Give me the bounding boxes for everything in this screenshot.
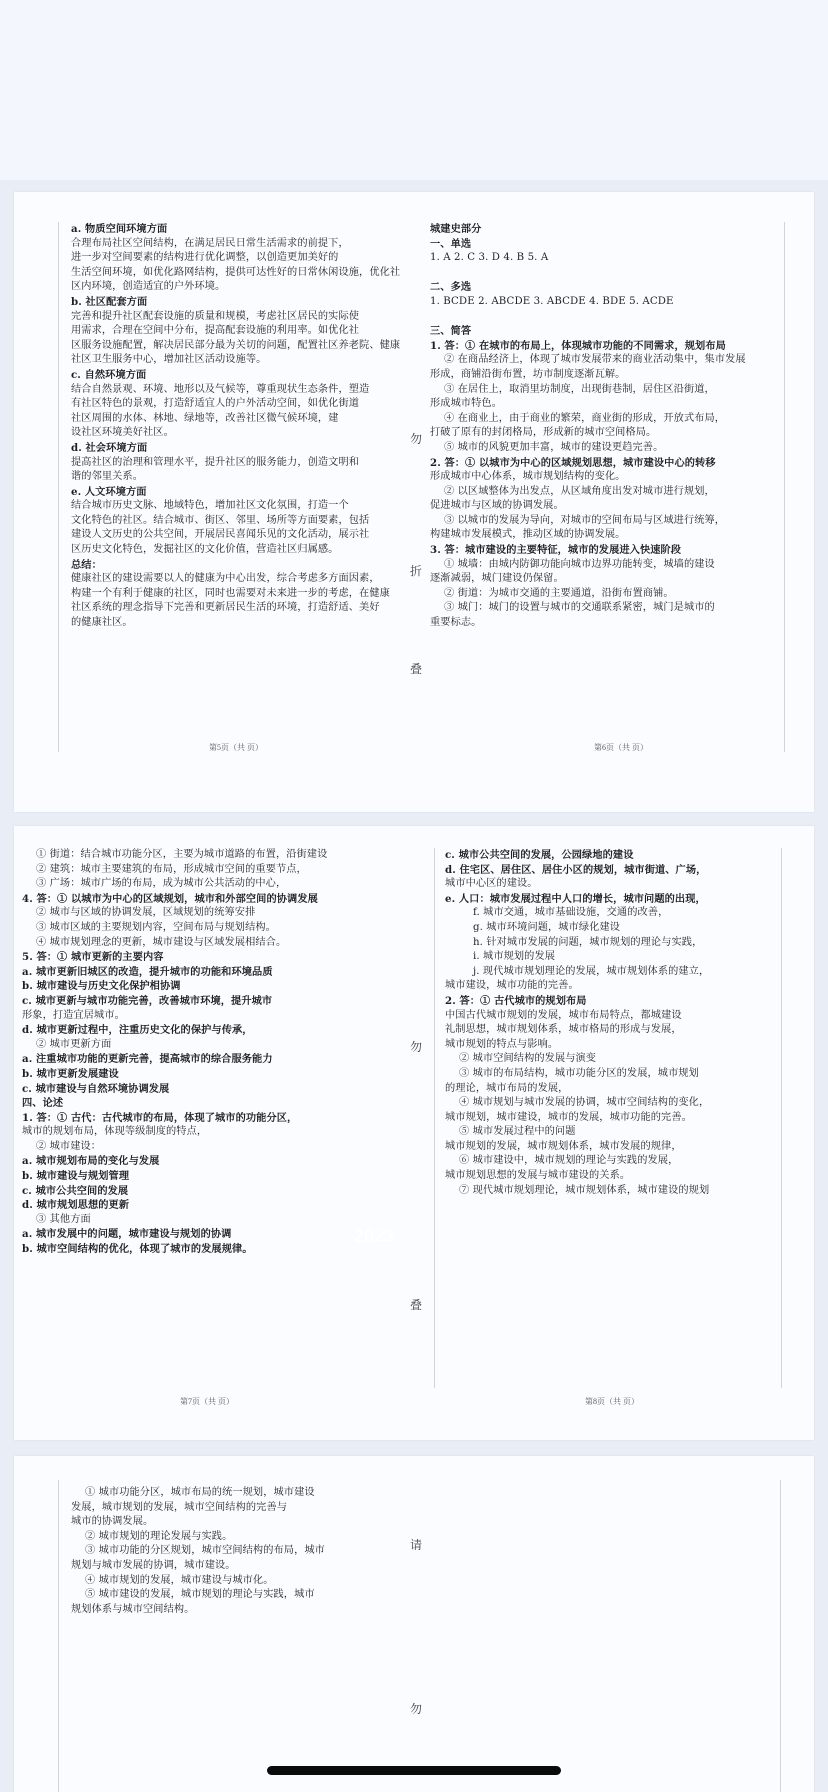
home-indicator[interactable] (267, 1766, 561, 1775)
text-line: 城市建设，城市功能的完善。 (445, 980, 579, 992)
text-line: a. 城市规划布局的变化与发展 (22, 1155, 160, 1168)
text-line: 1. 答：① 古代：古代城市的布局，体现了城市的功能分区， (22, 1111, 298, 1124)
text-line: 城市规划思想的发展与城市建设的关系。 (445, 1170, 631, 1182)
text-line: 进一步对空间要素的结构进行优化调整，以创造更加美好的 (71, 252, 339, 264)
text-line: 1. BCDE 2. ABCDE 3. ABCDE 4. BDE 5. ACDE (430, 295, 674, 307)
text-line: 健康社区的建设需要以人的健康为中心出发，综合考虑多方面因素， (71, 573, 380, 585)
text-line: 区历史文化特色，发掘社区的文化价值，营造社区归属感。 (71, 544, 339, 556)
text-line: 社区系统的理念指导下完善和更新居民生活的环境，打造舒适、美好 (71, 602, 380, 614)
text-line: d. 社会环境方面 (71, 441, 148, 454)
text-line: ⑥ 城市建设中，城市规划的理论与实践的发展， (459, 1155, 679, 1167)
text-line: ③ 城门：城门的设置与城市的交通联系紧密，城门是城市的 (444, 602, 715, 614)
text-line: 构建一个有利于健康的社区，同时也需要对未来进一步的考虑，在健康 (71, 587, 390, 599)
text-line: g. 城市环境问题，城市绿化建设 (473, 921, 621, 933)
text-line: ③ 城市的布局结构，城市功能分区的发展，城市规划 (459, 1067, 699, 1079)
scan-sheet-1 (14, 192, 814, 812)
margin-char: 叠 (410, 662, 423, 676)
text-line: ② 在商品经济上，体现了城市发展带来的商业活动集中，集市发展 (444, 354, 746, 366)
margin-char: 叠 (410, 1298, 423, 1312)
text-line: 2. 答：① 以城市为中心的区域规划思想，城市建设中心的转移 (430, 456, 716, 469)
text-line: c. 城市公共空间的发展，公园绿地的建设 (445, 849, 634, 861)
text-line: ③ 城市区域的主要规划内容，空间布局与规划结构。 (36, 921, 276, 933)
text-line: ① 街道：结合城市功能分区，主要为城市道路的布置，沿街建设 (36, 849, 328, 860)
text-line: 一、单选 (430, 237, 472, 250)
text-line: j. 现代城市规划理论的发展，城市规划体系的建立， (473, 965, 710, 977)
text-line: ⑤ 城市的风貌更加丰富，城市的建设更趋完善。 (444, 441, 664, 453)
page-6 (424, 222, 785, 752)
text-line: c. 城市公共空间的发展 (22, 1184, 129, 1197)
blank-top-area (0, 0, 828, 180)
text-line: ③ 其他方面 (36, 1213, 91, 1225)
text-line: 规划与城市发展的协调，城市建设。 (71, 1559, 236, 1571)
text-line: d. 城市更新过程中，注重历史文化的保护与传承， (22, 1024, 253, 1037)
text-line: ① 城墙：由城内防御功能向城市边界功能转变，城墙的建设 (444, 558, 715, 570)
text-line: b. 城市更新发展建设 (22, 1067, 119, 1080)
text-line: ② 以区域整体为出发点，从区域角度出发对城市进行规划， (444, 485, 715, 497)
text-line: 社区卫生服务中心，增加社区活动设施等。 (71, 354, 267, 366)
text-line: 1. A 2. C 3. D 4. B 5. A (430, 252, 549, 264)
text-line: a. 物质空间环境方面 (71, 223, 168, 235)
text-line: ① 城市功能分区，城市布局的统一规划，城市建设 (85, 1487, 315, 1498)
text-line: 构建城市发展模式，推动区域的协调发展。 (430, 529, 626, 541)
page-7-footer: 第7页（共 页） (180, 1397, 234, 1406)
text-line: d. 住宅区、居住区、居住小区的规划，城市街道、广场， (445, 863, 707, 876)
text-line: 生活空间环境，如优化路网结构，提供可达性好的日常休闲设施，优化社 (71, 266, 401, 278)
text-line: c. 城市更新与城市功能完善，改善城市环境，提升城市 (22, 994, 273, 1007)
text-line: 城市中心区的建设。 (445, 878, 538, 890)
text-line: i. 城市规划的发展 (473, 951, 556, 963)
text-line: a. 注重城市功能的更新完善，提高城市的综合服务能力 (22, 1053, 273, 1066)
text-line: 设社区环境美好社区。 (71, 427, 174, 439)
text-line: 合理布局社区空间结构，在满足居民日常生活需求的前提下， (71, 237, 349, 249)
margin-char: 勿 (410, 432, 423, 446)
text-line: 结合城市历史文脉、地域特色，增加社区文化氛围，打造一个 (71, 500, 349, 512)
text-line: 区内环境，创造适宜的户外环境。 (71, 281, 226, 293)
text-line: 城市规划，城市建设，城市的发展，城市功能的完善。 (445, 1111, 692, 1123)
text-line: ② 城市空间结构的发展与演变 (459, 1053, 597, 1065)
text-line: 总结： (71, 558, 102, 571)
text-line: 2. 答：① 古代城市的规划布局 (445, 994, 587, 1007)
text-line: ③ 以城市的发展为导向，对城市的空间布局与区域进行统筹， (444, 514, 726, 526)
text-line: 发展，城市规划的发展，城市空间结构的完善与 (71, 1501, 288, 1513)
text-line: 1. 答：① 在城市的布局上，体现城市功能的不同需求，规划布局 (430, 339, 726, 352)
text-line: 三、简答 (430, 325, 472, 338)
page-9-text (71, 1486, 401, 1617)
text-line: 有社区特色的景观，打造舒适宜人的户外活动空间，如优化街道 (71, 398, 360, 410)
text-line: 中国古代城市规划的发展，城市布局特点，都城建设 (445, 1009, 682, 1021)
text-line: ② 城市建设： (36, 1140, 102, 1152)
text-line: e. 人文环境方面 (71, 485, 147, 498)
text-line: 形成城市中心体系，城市规划结构的变化。 (430, 471, 626, 483)
margin-char: 折 (410, 564, 423, 578)
page-8-text (445, 848, 775, 1198)
text-line: 完善和提升社区配套设施的质量和规模，考虑社区居民的实际使 (71, 310, 360, 322)
text-line: 形象，打造宜居城市。 (22, 1009, 125, 1021)
margin-char: 请 (410, 1538, 423, 1552)
text-line: ④ 城市规划的发展，城市建设与城市化。 (85, 1574, 274, 1586)
margin-char: 勿 (410, 1040, 423, 1054)
text-line: a. 城市发展中的问题，城市建设与规划的协调 (22, 1228, 232, 1241)
text-line: 逐渐减弱，城门建设仍保留。 (430, 573, 564, 585)
text-line: ③ 城市功能的分区规划，城市空间结构的布局，城市 (85, 1545, 325, 1557)
text-line: 城市的协调发展。 (71, 1516, 154, 1528)
text-line (430, 266, 780, 281)
text-line: f. 城市交通，城市基础设施，交通的改善， (473, 907, 669, 919)
text-line: ④ 在商业上，由于商业的繁荣，商业街的形成，开放式布局， (444, 412, 726, 424)
text-line: ② 城市规划的理论发展与实践。 (85, 1530, 233, 1542)
page-8 (434, 848, 782, 1406)
text-line: 形成，商铺沿街布置，坊市制度逐渐瓦解。 (430, 368, 626, 380)
text-line: 3. 答：城市建设的主要特征，城市的发展进入快速阶段 (430, 544, 682, 557)
text-line: 四、论述 (22, 1097, 64, 1110)
text-line: 区服务设施配置，解决居民部分最为关切的问题，配置社区养老院、健康 (71, 339, 401, 351)
page-5-footer: 第5页（共 页） (209, 743, 263, 752)
text-line: 形成城市特色。 (430, 398, 503, 410)
text-line: ⑤ 城市发展过程中的问题 (459, 1126, 576, 1138)
page-7-text (22, 848, 406, 1257)
page-8-footer: 第8页（共 页） (585, 1397, 639, 1406)
text-line: ④ 城市规划理念的更新，城市建设与区域发展相结合。 (36, 936, 287, 948)
scan-sheet-3 (14, 1456, 814, 1792)
page-5-text (71, 222, 401, 631)
text-line: 5. 答：① 城市更新的主要内容 (22, 951, 164, 964)
text-line (430, 310, 780, 325)
text-line: 社区周围的水体、林地、绿地等，改善社区微气候环境，建 (71, 412, 339, 424)
text-line: ⑦ 现代城市规划理论，城市规划体系，城市建设的规划 (459, 1184, 710, 1196)
text-line: d. 城市规划思想的更新 (22, 1199, 130, 1212)
text-line: h. 针对城市发展的问题，城市规划的理论与实践， (473, 936, 703, 948)
text-line: 打破了原有的封闭格局，形成新的城市空间格局。 (430, 427, 657, 439)
text-line: b. 城市建设与历史文化保护相协调 (22, 980, 181, 993)
text-line: 城市规划的发展，城市规划体系，城市发展的规律， (445, 1140, 682, 1152)
text-line: ② 街道：为城市交通的主要通道，沿街布置商铺。 (444, 587, 674, 599)
text-line: 二、多选 (430, 281, 472, 294)
text-line: 的健康社区。 (71, 617, 133, 629)
text-line: ② 城市与区域的协调发展，区域规划的统筹安排 (36, 907, 256, 919)
text-line: ③ 在居住上，取消里坊制度，出现街巷制，居住区沿街道， (444, 383, 715, 395)
text-line: 城市的规划布局，体现等级制度的特点， (22, 1126, 208, 1138)
text-line: a. 城市更新旧城区的改造，提升城市的功能和环境品质 (22, 965, 273, 978)
text-line: ③ 广场：城市广场的布局，成为城市公共活动的中心， (36, 878, 287, 890)
text-line: ② 城市更新方面 (36, 1038, 112, 1050)
margin-char: 勿 (410, 1702, 423, 1716)
text-line: 提高社区的治理和管理水平，提升社区的服务能力，创造文明和 (71, 456, 360, 468)
text-line: ④ 城市规划与城市发展的协调，城市空间结构的变化， (459, 1097, 710, 1109)
text-line: 促进城市与区域的协调发展。 (430, 500, 564, 512)
page-6-text (430, 222, 780, 631)
page-7 (20, 848, 410, 1406)
scan-sheet-2 (14, 826, 814, 1440)
text-line: 建设人文历史的公共空间，开展居民喜闻乐见的文化活动，展示社 (71, 529, 370, 541)
text-line: 城建史部分 (430, 223, 482, 235)
text-line: 重要标志。 (430, 617, 482, 629)
page-5 (58, 222, 409, 752)
text-line: 结合自然景观、环境、地形以及气候等，尊重现状生态条件，塑造 (71, 383, 370, 395)
text-line: 礼制思想，城市规划体系，城市格局的形成与发展， (445, 1024, 682, 1036)
text-line: 的理论，城市布局的发展， (445, 1082, 569, 1094)
page-9 (58, 1480, 409, 1792)
text-line: 用需求，合理在空间中分布，提高配套设施的利用率。如优化社 (71, 325, 360, 337)
text-line: 规划体系与城市空间结构。 (71, 1603, 195, 1615)
text-line: ② 建筑：城市主要建筑的布局，形成城市空间的重要节点， (36, 863, 307, 875)
text-line: 文化特色的社区。结合城市、街区、邻里、场所等方面要素，包括 (71, 514, 370, 526)
text-line: c. 城市建设与自然环境协调发展 (22, 1082, 170, 1095)
text-line: 4. 答：① 以城市为中心的区域规划，城市和外部空间的协调发展 (22, 892, 318, 905)
watermark: 2023 (354, 1226, 395, 1246)
text-line: c. 自然环境方面 (71, 368, 147, 381)
text-line: ⑤ 城市建设的发展，城市规划的理论与实践，城市 (85, 1589, 315, 1601)
text-line: b. 城市空间结构的优化，体现了城市的发展规律。 (22, 1243, 253, 1256)
text-line: 谐的邻里关系。 (71, 471, 144, 483)
page-10 (434, 1480, 781, 1792)
page-6-footer: 第6页（共 页） (594, 743, 648, 752)
text-line: b. 城市建设与规划管理 (22, 1170, 130, 1183)
text-line: 城市规划的特点与影响。 (445, 1038, 559, 1050)
text-line: b. 社区配套方面 (71, 295, 148, 308)
text-line: e. 人口：城市发展过程中人口的增长，城市问题的出现， (445, 892, 706, 905)
